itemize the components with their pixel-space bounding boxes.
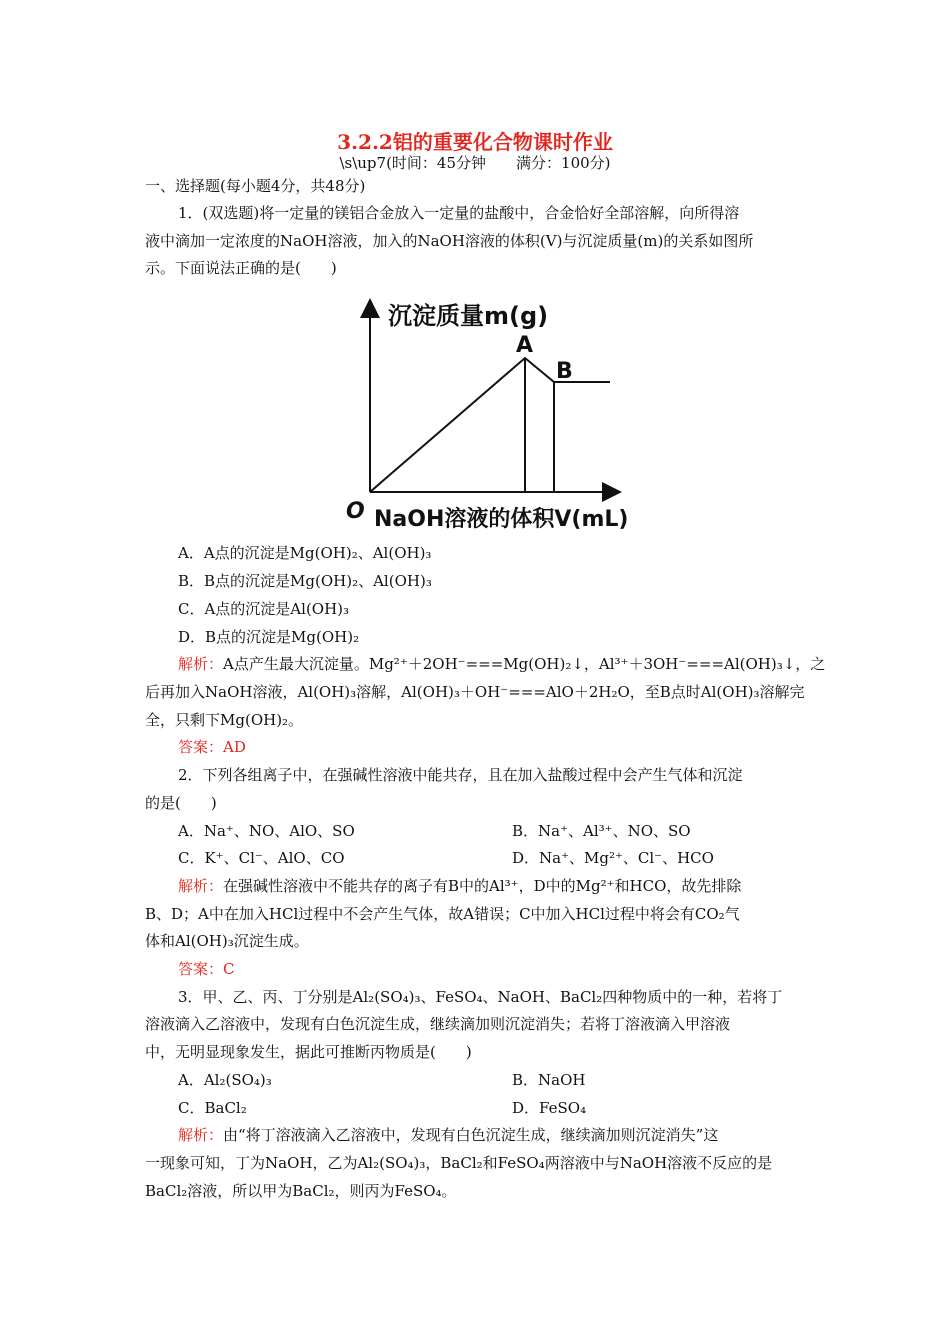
q2-option-d: D．Na⁺、Mg²⁺、Cl⁻、HCO bbox=[512, 849, 714, 867]
analysis-label: 解析： bbox=[178, 1126, 224, 1144]
q3-stem-line: 溶液滴入乙溶液中，发现有白色沉淀生成，继续滴加则沉淀消失；若将丁溶液滴入甲溶液 bbox=[145, 1015, 731, 1033]
q1-analysis-line: 后再加入NaOH溶液，Al(OH)₃溶解，Al(OH)₃＋OH⁻===AlO＋2H₂O，至B点时Al(OH)₃溶解完 bbox=[145, 683, 805, 701]
curve-line bbox=[370, 358, 610, 492]
q1-option-b: B．B点的沉淀是Mg(OH)₂、Al(OH)₃ bbox=[178, 572, 432, 590]
point-label-b: B bbox=[556, 359, 573, 384]
q1-stem-line: 液中滴加一定浓度的NaOH溶液，加入的NaOH溶液的体积(V)与沉淀质量(m)的关系如图所 bbox=[145, 232, 754, 250]
q2-option-a: A．Na⁺、NO、AlO、SO bbox=[178, 822, 355, 840]
q3-option-c: C．BaCl₂ bbox=[178, 1099, 247, 1117]
q3-stem-line: 中，无明显现象发生，据此可推断丙物质是( ) bbox=[145, 1043, 472, 1061]
q2-answer: 答案：C bbox=[178, 960, 235, 978]
y-axis-label: 沉淀质量m(g) bbox=[388, 302, 549, 330]
q3-option-d: D．FeSO₄ bbox=[512, 1099, 587, 1117]
q2-stem-line: 2．下列各组离子中，在强碱性溶液中能共存，且在加入盐酸过程中会产生气体和沉淀 bbox=[178, 766, 743, 784]
q3-option-b: B．NaOH bbox=[512, 1071, 586, 1089]
q2-analysis-line: 体和Al(OH)₃沉淀生成。 bbox=[145, 932, 309, 950]
analysis-text: A点产生最大沉淀量。Mg²⁺＋2OH⁻===Mg(OH)₂↓，Al³⁺＋3OH⁻===Al(OH)₃↓，之 bbox=[223, 655, 826, 673]
q3-stem-line: 3．甲、乙、丙、丁分别是Al₂(SO₄)₃、FeSO₄、NaOH、BaCl₂四种物质中的一种，若将丁 bbox=[178, 988, 783, 1006]
precipitate-graph bbox=[340, 290, 670, 540]
page-title: 3.2.2铝的重要化合物课时作业 bbox=[337, 130, 613, 154]
q1-stem-line: 示。下面说法正确的是( ) bbox=[145, 259, 337, 277]
q1-stem-line: 1．(双选题)将一定量的镁铝合金放入一定量的盐酸中，合金恰好全部溶解，向所得溶 bbox=[178, 204, 740, 222]
q2-analysis-line: B、D；A中在加入HCl过程中不会产生气体，故A错误；C中加入HCl过程中将会有CO₂气 bbox=[145, 905, 740, 923]
q3-option-a: A．Al₂(SO₄)₃ bbox=[178, 1071, 272, 1089]
q3-analysis-line bbox=[178, 1125, 718, 1145]
analysis-label: 解析： bbox=[178, 655, 224, 673]
q1-option-d: D．B点的沉淀是Mg(OH)₂ bbox=[178, 628, 360, 646]
point-label-a: A bbox=[516, 333, 534, 358]
time-score-info: \s\up7(时间：45分钟 满分：100分) bbox=[339, 154, 611, 172]
q1-analysis-line: 全，只剩下Mg(OH)₂。 bbox=[145, 711, 304, 729]
q3-analysis-line: 一现象可知，丁为NaOH，乙为Al₂(SO₄)₃，BaCl₂和FeSO₄两溶液中与NaOH溶液不反应的是 bbox=[145, 1154, 773, 1172]
q2-option-c: C．K⁺、Cl⁻、AlO、CO bbox=[178, 849, 345, 867]
q1-option-c: C．A点的沉淀是Al(OH)₃ bbox=[178, 600, 350, 618]
q1-analysis-line bbox=[178, 654, 825, 674]
section-heading: 一、选择题(每小题4分，共48分) bbox=[145, 177, 366, 195]
analysis-text: 在强碱性溶液中不能共存的离子有B中的Al³⁺，D中的Mg²⁺和HCO，故先排除 bbox=[223, 877, 742, 895]
q2-stem-line: 的是( ) bbox=[145, 794, 217, 812]
x-axis-label: NaOH溶液的体积V(mL) bbox=[374, 507, 629, 532]
q1-option-a: A．A点的沉淀是Mg(OH)₂、Al(OH)₃ bbox=[178, 544, 432, 562]
q3-analysis-line: BaCl₂溶液，所以甲为BaCl₂，则丙为FeSO₄。 bbox=[145, 1182, 457, 1200]
q2-analysis-line bbox=[178, 876, 741, 896]
q2-option-b: B．Na⁺、Al³⁺、NO、SO bbox=[512, 822, 691, 840]
origin-label: O bbox=[346, 499, 365, 524]
analysis-label: 解析： bbox=[178, 877, 224, 895]
q1-answer: 答案：AD bbox=[178, 738, 246, 756]
analysis-text: 由“将丁溶液滴入乙溶液中，发现有白色沉淀生成，继续滴加则沉淀消失”这 bbox=[223, 1126, 719, 1144]
